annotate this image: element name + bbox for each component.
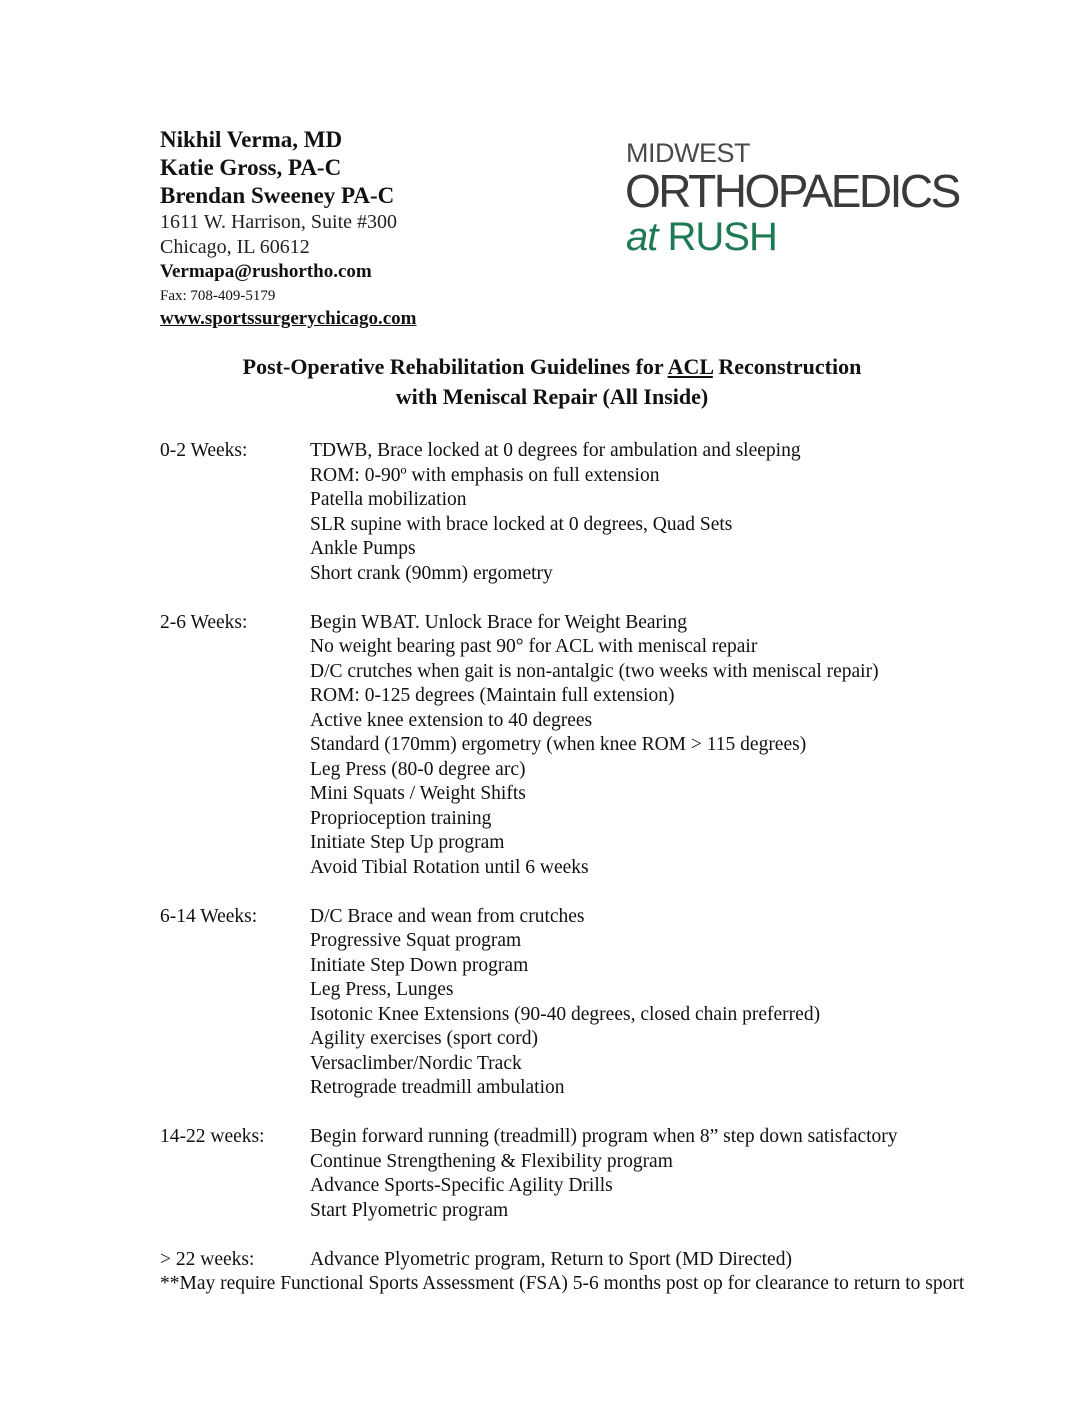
phase-items (310, 905, 980, 1101)
fax-number: Fax: 708-409-5179 (160, 288, 276, 304)
midwest-orthopaedics-logo (626, 138, 959, 260)
logo-line-midwest: MIDWEST (626, 138, 750, 168)
list-item: Avoid Tibial Rotation until 6 weeks (310, 856, 589, 878)
list-item: Initiate Step Up program (310, 832, 505, 853)
logo-at: at (626, 215, 658, 259)
list-item: D/C Brace and wean from crutches (310, 905, 585, 927)
physician-name: Nikhil Verma, MD (160, 127, 343, 152)
phase-label: 14-22 weeks: (160, 1126, 265, 1147)
list-item: Leg Press, Lunges (310, 979, 454, 1000)
list-item: ROM: 0-125 degrees (Maintain full extension) (310, 685, 675, 706)
phase-section (160, 1248, 980, 1297)
list-item: ROM: 0-90º with emphasis on full extension (310, 464, 660, 486)
list-item: No weight bearing past 90° for ACL with meniscal repair (310, 636, 758, 657)
phase-section (160, 1125, 980, 1223)
fsa-note: **May require Functional Sports Assessment (FSA) 5-6 months post op for clearance to return to sport (160, 1273, 965, 1294)
list-item: Standard (170mm) ergometry (when knee ROM > 115 degrees) (310, 734, 807, 755)
list-item: Start Plyometric program (310, 1199, 509, 1221)
title-line-1 (0, 352, 1088, 382)
list-item: Short crank (90mm) ergometry (310, 562, 553, 584)
list-item: Agility exercises (sport cord) (310, 1028, 538, 1049)
email-address: Vermapa@rushortho.com (160, 261, 372, 282)
phase-items (310, 1248, 980, 1273)
list-item: Ankle Pumps (310, 538, 416, 559)
phase-items (310, 439, 980, 586)
list-item: SLR supine with brace locked at 0 degrees, Quad Sets (310, 513, 733, 535)
list-item: Versaclimber/Nordic Track (310, 1052, 522, 1074)
logo-rush: RUSH (667, 215, 777, 259)
rehab-phases (160, 439, 980, 1297)
list-item: Advance Plyometric program, Return to Sport (MD Directed) (310, 1248, 792, 1270)
phase-section (160, 905, 980, 1101)
list-item: TDWB, Brace locked at 0 degrees for ambulation and sleeping (310, 440, 801, 461)
list-item: Leg Press (80-0 degree arc) (310, 758, 526, 780)
list-item: Active knee extension to 40 degrees (310, 709, 593, 731)
list-item: Isotonic Knee Extensions (90-40 degrees, closed chain preferred) (310, 1003, 821, 1025)
logo-line-orthopaedics: ORTHOPAEDICS (625, 165, 959, 217)
header-block (160, 126, 416, 331)
pa-name: Katie Gross, PA-C (160, 155, 342, 180)
list-item: Patella mobilization (310, 489, 467, 510)
list-item: D/C crutches when gait is non-antalgic (two weeks with meniscal repair) (310, 660, 879, 682)
website-link[interactable]: www.sportssurgerychicago.com (160, 308, 417, 329)
list-item: Begin forward running (treadmill) program when 8” step down satisfactory (310, 1126, 898, 1147)
list-item: Retrograde treadmill ambulation (310, 1077, 565, 1098)
phase-label: 2-6 Weeks: (160, 611, 248, 633)
phase-section (160, 439, 980, 586)
phase-section (160, 611, 980, 881)
logo-line-at-rush (626, 214, 959, 260)
title-part-2: Reconstruction (712, 354, 862, 379)
document-title (0, 352, 1088, 412)
list-item: Progressive Squat program (310, 930, 522, 951)
list-item: Advance Sports-Specific Agility Drills (310, 1175, 613, 1196)
list-item: Proprioception training (310, 807, 492, 829)
phase-label: > 22 weeks: (160, 1248, 255, 1270)
title-line-2: with Meniscal Repair (All Inside) (395, 384, 709, 409)
title-acl: ACL (667, 354, 713, 379)
address-line-2: Chicago, IL 60612 (160, 236, 310, 258)
phase-label: 0-2 Weeks: (160, 440, 248, 461)
title-part-1: Post-Operative Rehabilitation Guidelines for (242, 354, 668, 379)
pa-name: Brendan Sweeney PA-C (160, 183, 395, 208)
list-item: Mini Squats / Weight Shifts (310, 783, 526, 804)
list-item: Initiate Step Down program (310, 954, 529, 976)
phase-items (310, 1125, 980, 1223)
list-item: Continue Strengthening & Flexibility program (310, 1150, 673, 1172)
phase-label: 6-14 Weeks: (160, 905, 258, 927)
address-line-1: 1611 W. Harrison, Suite #300 (160, 211, 398, 233)
phase-items (310, 611, 980, 881)
list-item: Begin WBAT. Unlock Brace for Weight Bearing (310, 611, 687, 633)
